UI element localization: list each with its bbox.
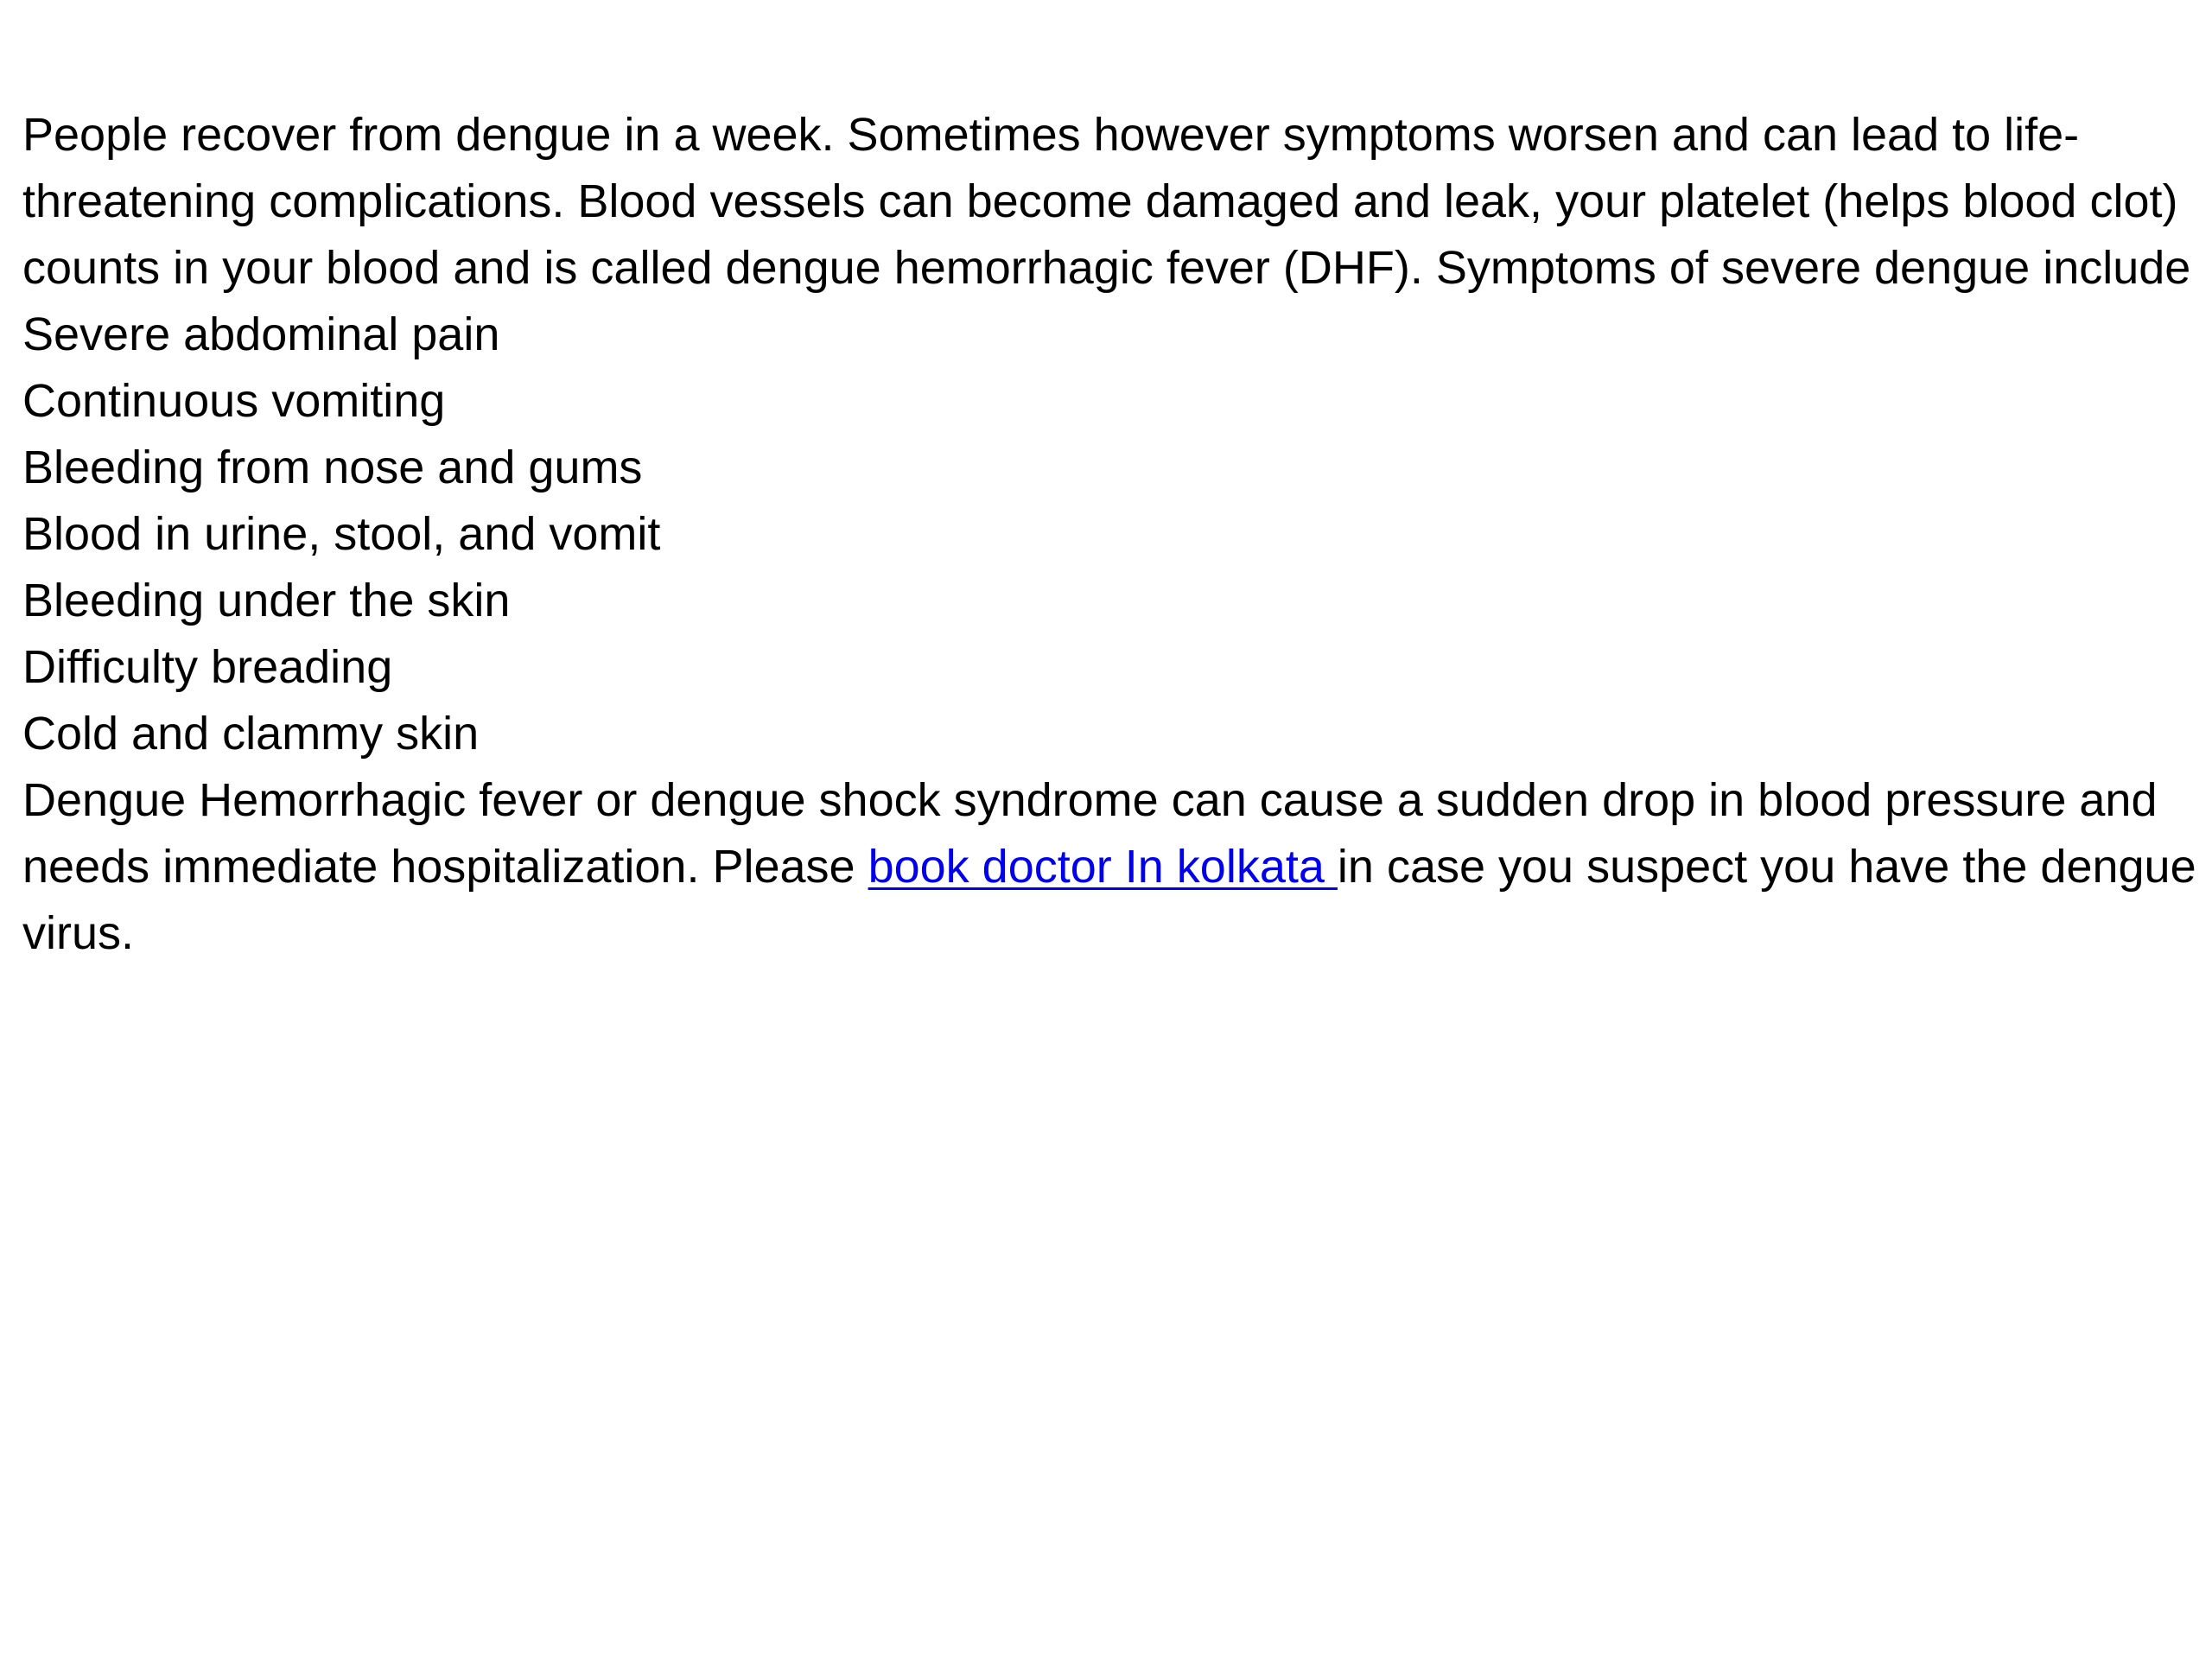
symptom-item: Cold and clammy skin <box>22 708 480 760</box>
symptom-item: Continuous vomiting <box>22 375 446 427</box>
body-text <box>22 102 2200 967</box>
symptom-item: Bleeding from nose and gums <box>22 442 643 493</box>
symptom-item: Bleeding under the skin <box>22 575 511 626</box>
symptom-item: Blood in urine, stool, and vomit <box>22 508 661 560</box>
closing-paragraph <box>22 767 2200 967</box>
closing-text-after-link: in case you suspect you have the dengue virus. <box>22 841 2196 959</box>
book-doctor-link[interactable]: book doctor In kolkata <box>868 841 1338 893</box>
intro-paragraph: People recover from dengue in a week. Sometimes however symptoms worsen and can lead to life-threatening complications. Blood vessels can become damaged and leak, your platelet (helps blood clot) counts in your blood and is called dengue hemorrhagic fever (DHF). Symptoms of severe dengue include <box>22 109 2191 294</box>
closing-text-before-link: Dengue Hemorrhagic fever or dengue shock syndrome can cause a sudden drop in blood pressure and needs immediate hospitalization. Please <box>22 774 2158 893</box>
symptom-item: Difficulty breading <box>22 641 393 693</box>
symptom-item: Severe abdominal pain <box>22 308 500 360</box>
